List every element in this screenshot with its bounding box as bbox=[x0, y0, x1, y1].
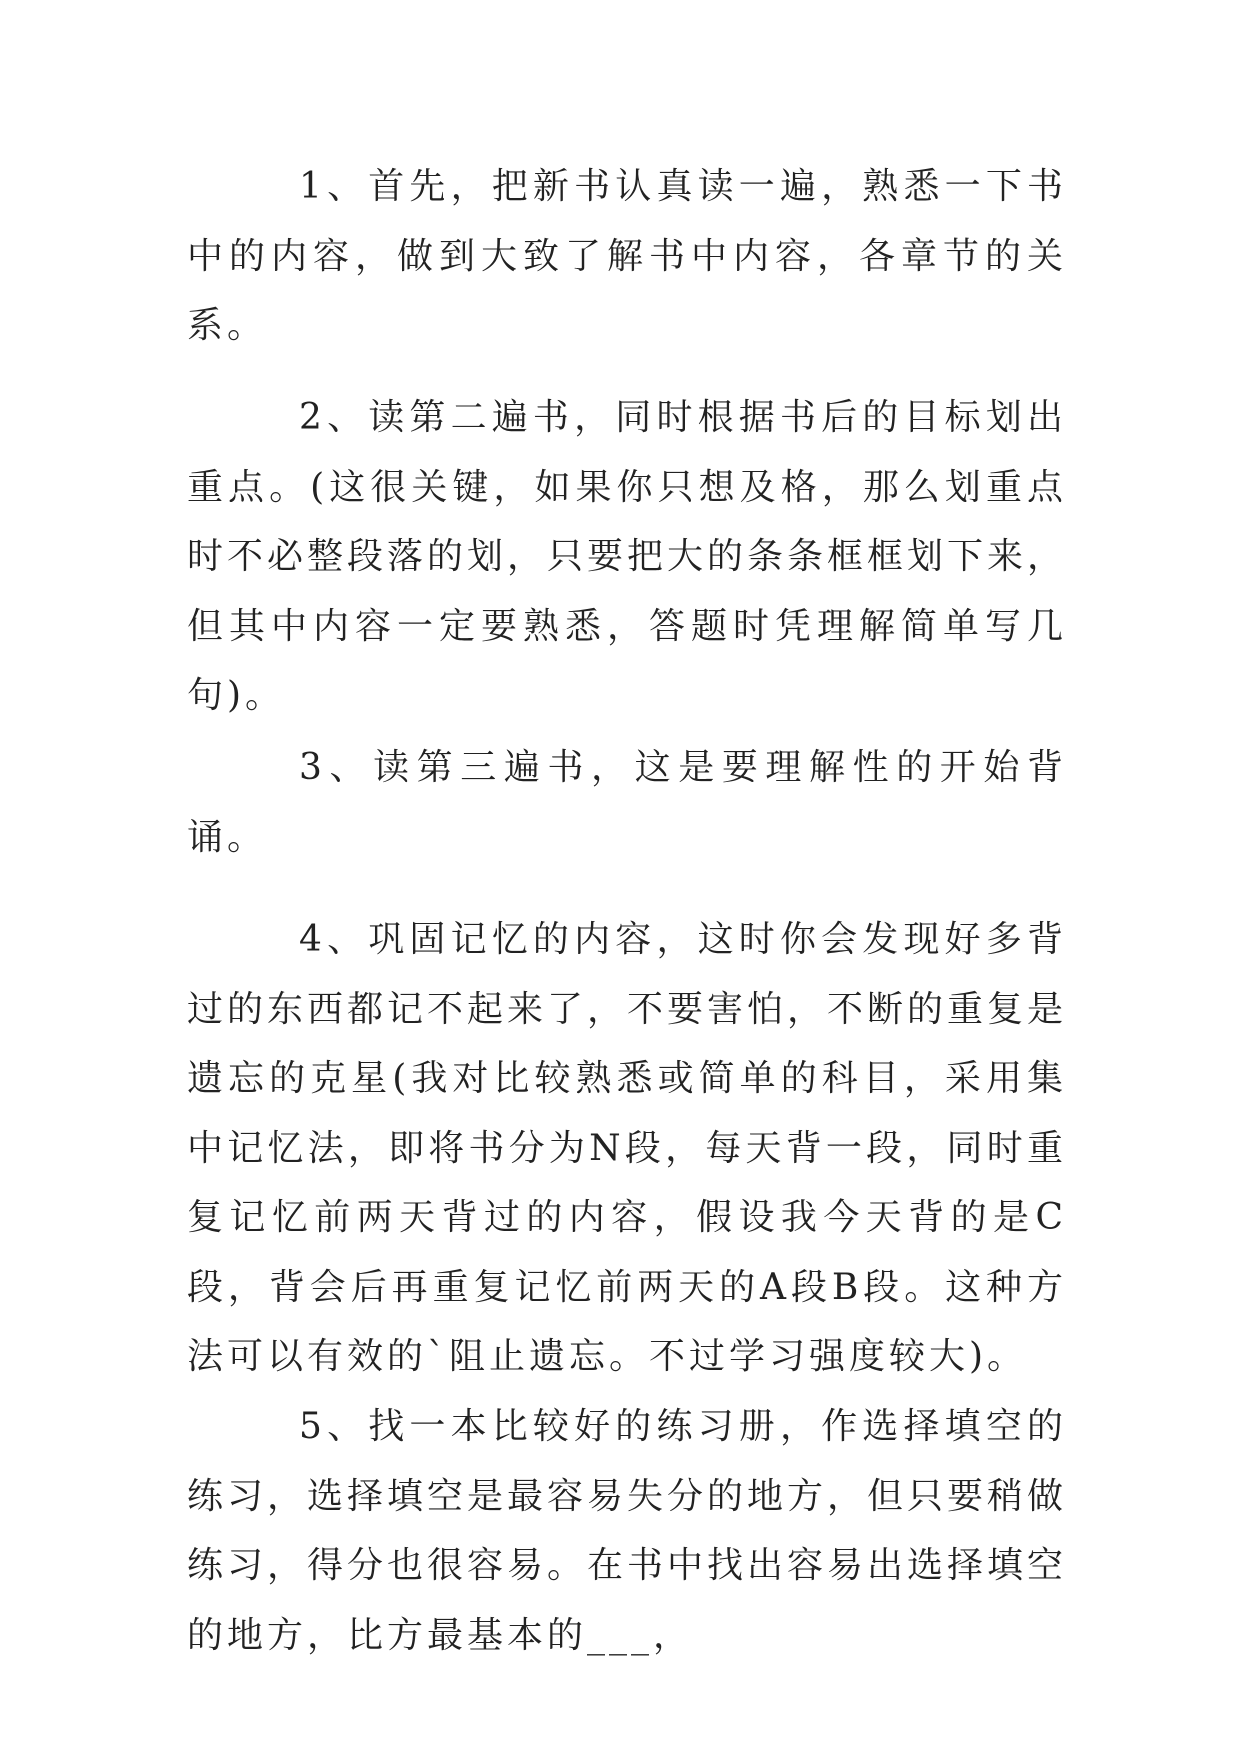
paragraph-3: 3、读第三遍书，这是要理解性的开始背诵。 bbox=[187, 747, 1067, 858]
paragraph-4: 4、巩固记忆的内容，这时你会发现好多背过的东西都记不起来了，不要害怕，不断的重复是遗忘的克星(我对比较熟悉或简单的科目，采用集中记忆法，即将书分为N段，每天背一段，同时重复记忆前两天背过的内容，假设我今天背的是C段，背会后再重复记忆前两天的A段B段。这种方法可以有效的`阻止遗忘。不过学习强度较大)。 bbox=[187, 919, 1068, 1377]
paragraph-5: 5、找一本比较好的练习册，作选择填空的练习，选择填空是最容易失分的地方，但只要稍做练习，得分也很容易。在书中找出容易出选择填空的地方，比方最基本的___， bbox=[187, 1406, 1068, 1656]
paragraph-2: 2、读第二遍书，同时根据书后的目标划出重点。(这很关键，如果你只想及格，那么划重点时不必整段落的划，只要把大的条条框框划下来，但其中内容一定要熟悉，答题时凭理解简单写几句)。 bbox=[187, 397, 1068, 716]
paragraph-1: 1、首先，把新书认真读一遍，熟悉一下书中的内容，做到大致了解书中内容，各章节的关系。 bbox=[187, 166, 1067, 346]
